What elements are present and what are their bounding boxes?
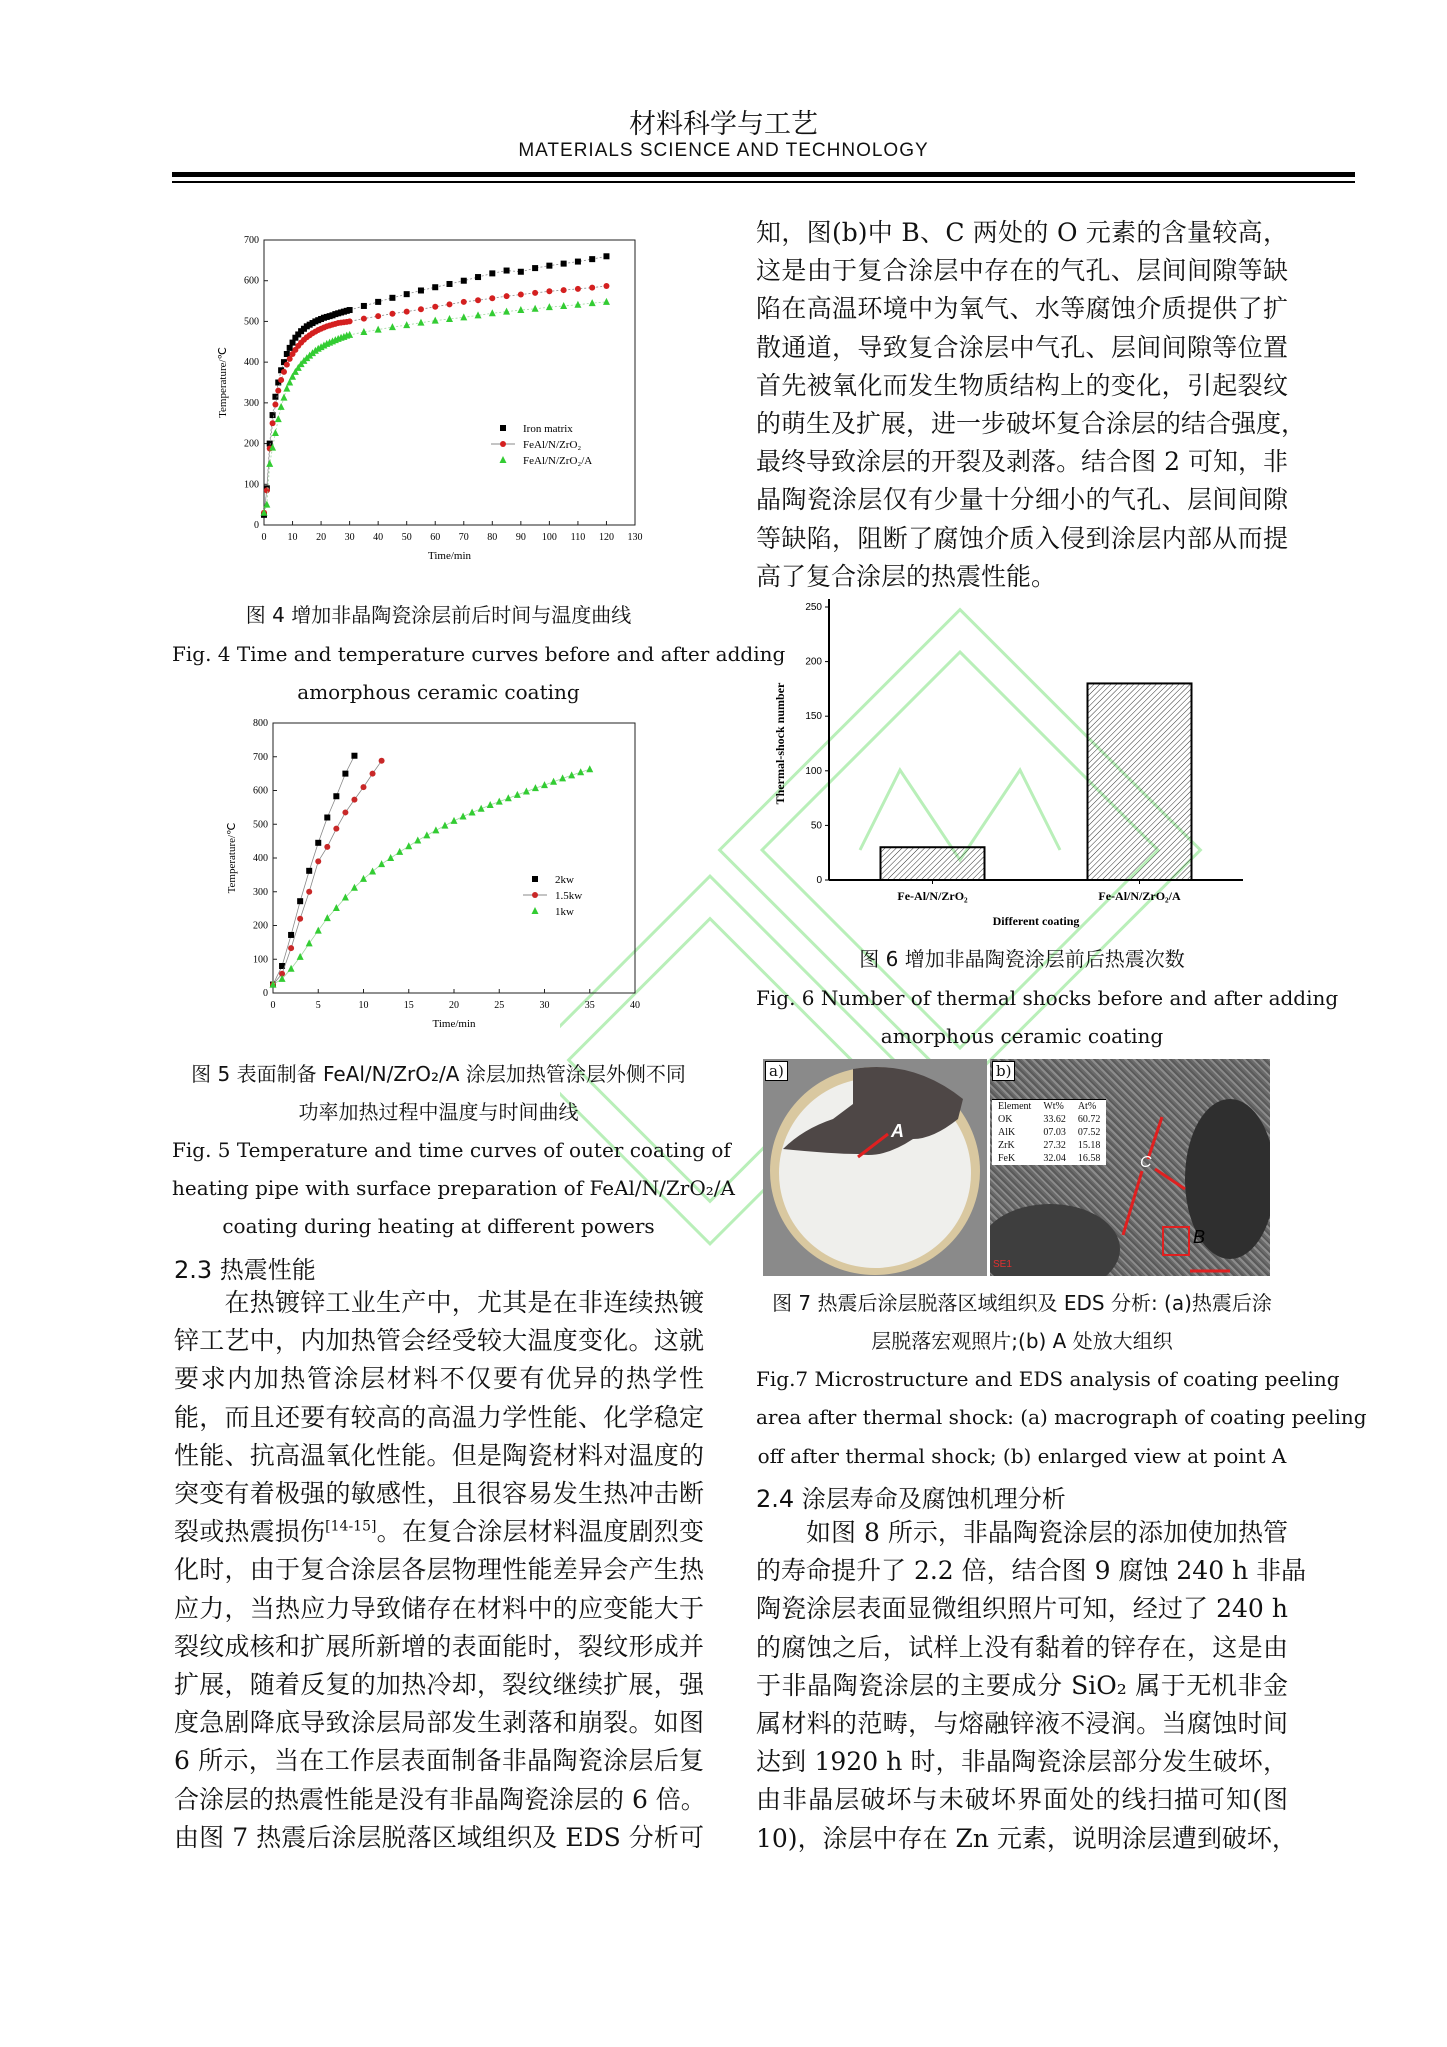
fig5-chart [200, 710, 660, 1050]
series-line [273, 769, 590, 984]
x-tick-label: Fe-Al/N/ZrO₂ [897, 889, 968, 903]
data-point-circle [518, 292, 524, 298]
fig7-caption-cn: 图 7 热震后涂层脱落区域组织及 EDS 分析: (a)热震后涂 [772, 1291, 1272, 1315]
fig5-caption-cn: 图 5 表面制备 FeAl/N/ZrO₂/A 涂层加热管涂层外侧不同 [191, 1062, 686, 1086]
header-rule-thin [172, 181, 1355, 183]
y-tick-label: 0 [254, 520, 259, 531]
legend-label: FeAl/N/ZrO₂ [523, 439, 582, 451]
data-point-circle [370, 771, 376, 777]
x-tick-label: 0 [261, 532, 267, 543]
data-point-circle [281, 369, 287, 375]
eds-cell: 27.32 [1043, 1140, 1066, 1151]
bar [881, 847, 985, 880]
y-tick-label: 500 [253, 819, 268, 831]
data-point-square [361, 303, 367, 309]
eds-header-row [992, 1100, 1106, 1113]
data-point-triangle [478, 805, 485, 812]
data-point-square [489, 270, 495, 276]
fig7b-sem-image [990, 1059, 1270, 1276]
y-tick-label: 800 [253, 718, 268, 729]
data-point-square [351, 753, 357, 759]
fig7-caption-en: area after thermal shock: (a) macrograph of coating peeling [756, 1405, 1367, 1429]
data-point-circle [264, 487, 270, 493]
data-point-circle [278, 377, 284, 383]
fig6-caption-cn: 图 6 增加非晶陶瓷涂层前后热震次数 [859, 947, 1185, 971]
text-line: 陶瓷涂层表面显微组织照片可知，经过了 240 h [756, 1594, 1288, 1624]
y-tick-label: 600 [244, 275, 259, 287]
data-point-circle [375, 313, 381, 319]
fig5-caption-en: coating during heating at different powers [222, 1214, 655, 1238]
x-tick-label: 40 [373, 532, 384, 543]
y-tick-label: 50 [810, 820, 822, 832]
x-tick-label: 40 [630, 1000, 640, 1011]
text-line: 散通道，导致复合涂层中气孔、层间间隙等位置 [756, 332, 1288, 362]
x-tick-label: 35 [584, 1000, 595, 1011]
text-line: 晶陶瓷涂层仅有少量十分细小的气孔、层间间隙 [756, 485, 1288, 515]
journal-title-en: MATERIALS SCIENCE AND TECHNOLOGY [518, 140, 929, 161]
data-point-circle [447, 301, 453, 307]
fig6-caption-en: amorphous ceramic coating [880, 1024, 1164, 1048]
fig4-chart [200, 220, 660, 580]
x-axis-label: Time/min [432, 1018, 476, 1030]
y-tick-label: 400 [253, 853, 268, 864]
data-point-triangle [272, 429, 279, 436]
data-point-circle [347, 318, 353, 324]
fig4-caption-en: Fig. 4 Time and temperature curves before and after adding [172, 642, 786, 666]
y-tick-label: 0 [263, 988, 268, 999]
data-point-circle [379, 758, 385, 764]
data-point-triangle [532, 907, 539, 914]
eds-row [992, 1113, 1106, 1126]
data-point-triangle [432, 826, 439, 833]
citation: [14-15] [325, 1518, 377, 1535]
data-point-circle [284, 362, 290, 368]
eds-row [992, 1126, 1106, 1139]
data-point-triangle [532, 305, 539, 312]
x-tick-label: 100 [541, 532, 557, 543]
point-c-label: C [1140, 1154, 1152, 1171]
x-tick-label: 90 [515, 532, 526, 543]
data-point-circle [489, 295, 495, 301]
y-tick-label: 0 [816, 875, 822, 886]
eds-cell: 32.04 [1043, 1153, 1066, 1164]
data-point-triangle [387, 854, 394, 861]
data-point-circle [532, 290, 538, 296]
text-line: 最终导致涂层的开裂及剥落。结合图 2 可知，非 [756, 447, 1288, 477]
y-tick-label: 600 [253, 785, 268, 797]
series-line [264, 256, 606, 515]
x-tick-label: 5 [315, 1000, 321, 1011]
data-point-triangle [278, 403, 285, 410]
plot-frame [273, 723, 635, 993]
data-point-square [518, 269, 524, 275]
text-line: 知，图(b)中 B、C 两处的 O 元素的含量较高， [756, 218, 1288, 247]
x-tick-label: 0 [270, 1000, 276, 1011]
fig5-caption-en: Fig. 5 Temperature and time curves of outer coating of [172, 1138, 731, 1162]
data-point-square [561, 261, 567, 267]
data-point-circle [561, 287, 567, 293]
eds-cell: OK [998, 1114, 1013, 1125]
eds-cell: ZrK [998, 1140, 1015, 1151]
data-point-square [432, 284, 438, 290]
text-line: 于非晶陶瓷涂层的主要成分 SiO₂ 属于无机非金 [756, 1670, 1288, 1700]
text-line: 高了复合涂层的热震性能。 [756, 561, 1057, 591]
text-line: 裂纹成核和扩展所新增的表面能时，裂纹形成并 [174, 1631, 704, 1661]
data-point-square [603, 253, 609, 259]
data-point-circle [324, 844, 330, 850]
text-line: 的腐蚀之后，试样上没有黏着的锌存在，这是由 [756, 1632, 1288, 1662]
data-point-circle [603, 283, 609, 289]
data-point-triangle [586, 765, 593, 772]
data-point-circle [389, 311, 395, 317]
x-tick-label: 80 [487, 532, 498, 543]
y-tick-label: 200 [244, 438, 259, 450]
text-line: 等缺陷，阻断了腐蚀介质入侵到涂层内部从而提 [756, 523, 1288, 553]
text-line: 在热镀锌工业生产中，尤其是在非连续热镀 [174, 1288, 704, 1317]
data-point-triangle [378, 860, 385, 867]
fig6-chart [770, 595, 1250, 950]
x-tick-label: Fe-Al/N/ZrO₂/A [1098, 889, 1181, 903]
data-point-triangle [360, 875, 367, 882]
data-point-triangle [283, 385, 290, 392]
data-point-square [297, 898, 303, 904]
text-line: 6 所示，当在工作层表面制备非晶陶瓷涂层后复 [174, 1746, 704, 1776]
data-point-square [532, 265, 538, 271]
data-point-circle [361, 784, 367, 790]
text-line: 能，而且还要有较高的高温力学性能、化学稳定 [174, 1402, 704, 1432]
eds-cell: 15.18 [1077, 1140, 1101, 1151]
data-point-triangle [432, 317, 439, 324]
data-point-circle [500, 441, 506, 447]
eds-cell: 33.62 [1043, 1114, 1066, 1125]
data-point-square [546, 263, 552, 269]
fig7-caption-en: off after thermal shock; (b) enlarged view at point A [757, 1444, 1287, 1468]
data-point-circle [342, 809, 348, 815]
x-tick-label: 130 [627, 532, 643, 543]
y-tick-label: 100 [253, 954, 268, 966]
data-point-circle [275, 388, 281, 394]
data-point-triangle [489, 309, 496, 316]
data-point-square [532, 876, 538, 882]
y-tick-label: 200 [253, 920, 268, 932]
y-tick-label: 500 [244, 316, 259, 328]
x-tick-label: 15 [403, 1000, 414, 1011]
legend-label: FeAl/N/ZrO₂/A [523, 455, 593, 467]
text-line: 化时，由于复合涂层各层物理性能差异会产生热 [174, 1555, 704, 1585]
eds-table [992, 1099, 1106, 1165]
fig7-caption-en: Fig.7 Microstructure and EDS analysis of coating peeling [756, 1367, 1340, 1391]
x-tick-label: 120 [598, 532, 614, 543]
eds-cell: 16.58 [1077, 1153, 1101, 1164]
y-axis-label: Temperature/℃ [226, 822, 238, 894]
y-tick-label: 100 [805, 765, 822, 777]
data-point-circle [532, 892, 538, 898]
data-point-circle [418, 306, 424, 312]
x-tick-label: 30 [344, 532, 355, 543]
data-point-square [461, 278, 467, 284]
text-line: 如图 8 所示，非晶陶瓷涂层的添加使加热管 [756, 1518, 1288, 1547]
eds-cell: 07.03 [1043, 1127, 1066, 1138]
section-heading-2-4: 2.4 涂层寿命及腐蚀机理分析 [756, 1485, 1066, 1513]
data-point-circle [461, 299, 467, 305]
fig5-caption-en: heating pipe with surface preparation of FeAl/N/ZrO₂/A [172, 1176, 735, 1200]
text-line: 的寿命提升了 2.2 倍，结合图 9 腐蚀 240 h 非晶 [756, 1556, 1307, 1586]
data-point-circle [404, 309, 410, 315]
data-point-triangle [389, 323, 396, 330]
x-tick-label: 110 [570, 532, 586, 543]
data-point-triangle [414, 836, 421, 843]
data-point-triangle [603, 298, 610, 305]
data-point-circle [333, 826, 339, 832]
x-tick-label: 60 [430, 532, 441, 543]
y-tick-label: 700 [244, 235, 259, 246]
data-point-square [389, 295, 395, 301]
data-point-triangle [451, 817, 458, 824]
data-point-triangle [423, 831, 430, 838]
bar [1088, 683, 1192, 880]
data-point-triangle [460, 313, 467, 320]
y-tick-label: 400 [244, 357, 259, 369]
legend-label: Iron matrix [523, 423, 573, 435]
data-point-square [342, 771, 348, 777]
y-tick-label: 300 [244, 397, 259, 409]
section-heading-2-3: 2.3 热震性能 [174, 1256, 316, 1284]
data-point-square [306, 868, 312, 874]
data-point-square [589, 256, 595, 262]
data-point-square [347, 307, 353, 313]
text-line: 应力，当热应力导致储存在材料中的应变能大于 [174, 1593, 704, 1623]
y-tick-label: 700 [253, 751, 268, 763]
data-point-circle [306, 889, 312, 895]
x-tick-label: 70 [458, 532, 469, 543]
x-tick-label: 25 [494, 1000, 505, 1011]
eds-cell: FeK [998, 1153, 1016, 1164]
fig7a-macrograph [763, 1059, 987, 1276]
data-point-square [288, 932, 294, 938]
text-line: 度急剧降底导致涂层局部发生剥落和崩裂。如图 [174, 1708, 704, 1738]
eds-row [992, 1139, 1106, 1152]
y-axis-label: Thermal-shock number [773, 682, 787, 805]
y-tick-label: 200 [805, 656, 822, 668]
text-line: 由图 7 热震后涂层脱落区域组织及 EDS 分析可 [174, 1822, 704, 1852]
y-axis-label: Temperature/℃ [217, 347, 229, 418]
legend-label: 1.5kw [555, 890, 583, 902]
series-line [273, 756, 354, 985]
data-point-square [324, 815, 330, 821]
text-line [174, 1515, 704, 1549]
header-rule-thick [172, 172, 1355, 177]
text-line: 这是由于复合涂层中存在的气孔、层间间隙等缺 [756, 256, 1288, 286]
x-tick-label: 10 [358, 1000, 369, 1011]
text-line: 首先被氧化而发生物质结构上的变化，引起裂纹 [756, 370, 1288, 400]
panel-label-b: b) [992, 1061, 1015, 1081]
data-point-square [504, 268, 510, 274]
data-point-triangle [417, 319, 424, 326]
eds-cell: 07.52 [1077, 1127, 1101, 1138]
data-point-square [475, 274, 481, 280]
data-point-square [500, 425, 506, 431]
sem-overlay [990, 1059, 1270, 1276]
data-point-circle [504, 293, 510, 299]
data-point-circle [351, 797, 357, 803]
coating-disc-image [763, 1059, 987, 1276]
x-axis-label: Different coating [992, 914, 1080, 928]
text-fragment: 。在复合涂层材料温度剧烈变 [376, 1517, 704, 1547]
point-a-label: A [891, 1121, 904, 1141]
text-fragment: 裂或热震损伤 [174, 1517, 326, 1547]
data-point-circle [475, 297, 481, 303]
data-point-square [404, 291, 410, 297]
data-point-triangle [351, 884, 358, 891]
data-point-triangle [266, 460, 273, 467]
data-point-triangle [280, 394, 287, 401]
data-point-triangle [460, 812, 467, 819]
data-point-square [447, 281, 453, 287]
text-line: 锌工艺中，内加热管会经受较大温度变化。这就 [174, 1326, 704, 1356]
y-tick-label: 100 [244, 479, 259, 491]
data-point-square [270, 412, 276, 418]
data-point-square [287, 345, 293, 351]
data-point-triangle [469, 808, 476, 815]
x-axis-label: Time/min [428, 550, 471, 562]
fig6-caption-en: Fig. 6 Number of thermal shocks before and after adding [756, 986, 1339, 1010]
x-tick-label: 50 [401, 532, 412, 543]
journal-title-cn: 材料科学与工艺 [629, 109, 818, 140]
eds-header: Element [998, 1101, 1032, 1112]
data-point-circle [575, 286, 581, 292]
eds-header: At% [1077, 1101, 1097, 1112]
data-point-circle [315, 858, 321, 864]
data-point-square [575, 259, 581, 265]
text-line: 合涂层的热震性能是没有非晶陶瓷涂层的 6 倍。 [174, 1784, 706, 1814]
legend-label: 1kw [555, 906, 574, 918]
data-point-circle [272, 401, 278, 407]
text-line: 由非晶层破坏与未破坏界面处的线扫描可知(图 [756, 1785, 1288, 1815]
data-point-square [418, 287, 424, 293]
fig5-caption-cn: 功率加热过程中温度与时间曲线 [298, 1100, 579, 1124]
legend-label: 2kw [555, 874, 574, 886]
panel-label-a: a) [765, 1061, 788, 1081]
data-point-circle [361, 316, 367, 322]
data-point-circle [288, 945, 294, 951]
data-point-triangle [405, 842, 412, 849]
sem-detector-tag: SE1 [993, 1259, 1012, 1270]
text-line: 10)，涂层中存在 Zn 元素，说明涂层遭到破坏， [756, 1823, 1297, 1853]
x-tick-label: 30 [539, 1000, 550, 1011]
data-point-square [333, 793, 339, 799]
eds-header: Wt% [1043, 1101, 1064, 1112]
data-point-circle [270, 420, 276, 426]
eds-cell: AlK [998, 1127, 1016, 1138]
eds-cell: 60.72 [1077, 1114, 1101, 1125]
text-line: 性能、抗高温氧化性能。但是陶瓷材料对温度的 [174, 1440, 704, 1470]
data-point-triangle [369, 868, 376, 875]
x-tick-label: 20 [449, 1000, 459, 1011]
data-point-triangle [560, 302, 567, 309]
series-line [273, 761, 382, 985]
fig4-caption-cn: 图 4 增加非晶陶瓷涂层前后时间与温度曲线 [245, 603, 632, 627]
fig4-caption-en: amorphous ceramic coating [297, 680, 580, 704]
eds-row [992, 1152, 1106, 1165]
y-tick-label: 150 [805, 711, 822, 723]
data-point-triangle [500, 456, 507, 463]
y-tick-label: 250 [805, 602, 822, 613]
data-point-circle [297, 916, 303, 922]
data-point-square [375, 299, 381, 305]
text-line: 陷在高温环境中为氧气、水等腐蚀介质提供了扩 [756, 294, 1288, 324]
text-line: 突变有着极强的敏感性，且很容易发生热冲击断 [174, 1479, 704, 1508]
data-point-triangle [275, 415, 282, 422]
data-point-circle [546, 288, 552, 294]
text-line: 属材料的范畴，与熔融锌液不浸润。当腐蚀时间 [756, 1709, 1288, 1738]
data-point-circle [589, 285, 595, 291]
fig7-caption-cn: 层脱落宏观照片;(b) A 处放大组织 [871, 1329, 1173, 1353]
text-line: 扩展，随着反复的加热冷却，裂纹继续扩展，强 [174, 1670, 704, 1699]
data-point-triangle [589, 299, 596, 306]
text-line: 达到 1920 h 时，非晶陶瓷涂层部分发生破坏， [756, 1747, 1288, 1777]
text-line: 要求内加热管涂层材料不仅要有优异的热学性 [174, 1364, 704, 1394]
x-tick-label: 20 [316, 532, 327, 543]
data-point-triangle [441, 822, 448, 829]
data-point-triangle [396, 848, 403, 855]
data-point-circle [432, 304, 438, 310]
x-tick-label: 10 [287, 532, 298, 543]
y-tick-label: 300 [253, 886, 268, 898]
point-b-label: B [1193, 1227, 1206, 1247]
data-point-square [272, 394, 278, 400]
text-line: 的萌生及扩展，进一步破坏复合涂层的结合强度， [756, 409, 1307, 438]
data-point-square [315, 840, 321, 846]
